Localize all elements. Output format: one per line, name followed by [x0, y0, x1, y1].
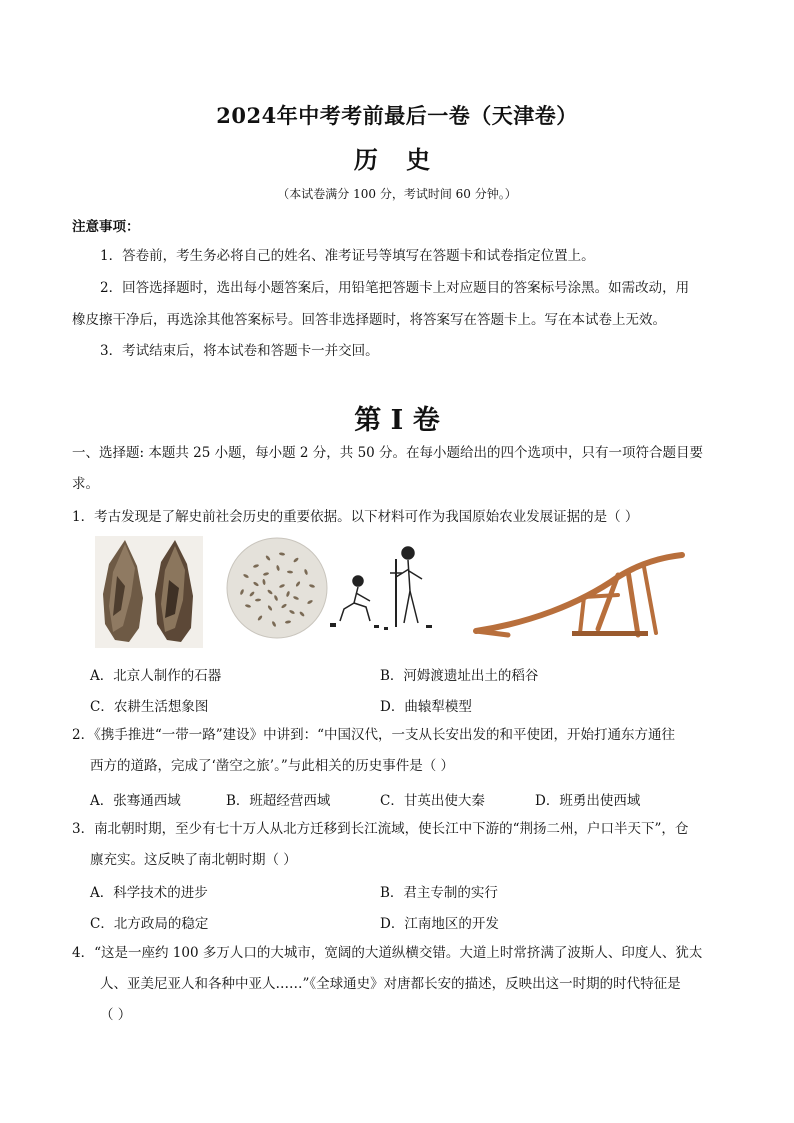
question-stem: 人、亚美尼亚人和各种中亚人……”《全球通史》对唐都长安的描述，反映出这一时期的时代特征是: [100, 976, 681, 992]
question-stem: （ ）: [100, 1007, 132, 1023]
exam-note: （本试卷满分 100 分，考试时间 60 分钟。）: [277, 187, 517, 201]
instruction-item: 2．回答选择题时，选出每小题答案后，用铅笔把答题卡上对应题目的答案标号涂黑。如需改动，用: [100, 280, 690, 296]
option-d: D．班勇出使西域: [535, 793, 641, 809]
farming-illustration-image: [330, 543, 438, 633]
option-b: B．河姆渡遗址出土的稻谷: [380, 668, 539, 684]
question-stem: 廪充实。这反映了南北朝时期（ ）: [90, 852, 297, 868]
stone-tools-image: [95, 536, 203, 648]
rice-grains-image: [226, 536, 328, 641]
exam-subject: 历 史: [353, 145, 441, 174]
question-stem: 4．“这是一座约 100 多万人口的大城市，宽阔的大道纵横交错。大道上时常挤满了波斯人、印度人、犹太: [72, 945, 703, 961]
instructions-heading: 注意事项：: [72, 219, 140, 235]
option-a: A．张骞通西域: [90, 793, 181, 809]
exam-title: 2024年中考考前最后一卷（天津卷）: [216, 103, 578, 128]
instruction-item: 3．考试结束后，将本试卷和答题卡一并交回。: [100, 343, 379, 359]
section-intro: 一、选择题: 本题共 25 小题，每小题 2 分，共 50 分。在每小题给出的四个选项中，只有一项符合题目要: [72, 445, 704, 461]
question-stem: 1．考古发现是了解史前社会历史的重要依据。以下材料可作为我国原始农业发展证据的是（ ）: [72, 509, 639, 525]
option-a: A．科学技术的进步: [90, 885, 208, 901]
option-c: C．北方政局的稳定: [90, 916, 209, 932]
question-stem: 3．南北朝时期，至少有七十万人从北方迁移到长江流域，使长江中下游的“荆扬二州，户口半天下”，仓: [72, 821, 689, 837]
section-title: 第 I 卷: [354, 405, 440, 436]
option-b: B．班超经营西域: [226, 793, 331, 809]
option-c: C．甘英出使大秦: [380, 793, 485, 809]
instruction-item: 1．答卷前，考生务必将自己的姓名、准考证号等填写在答题卡和试卷指定位置上。: [100, 248, 595, 264]
option-d: D．曲辕犁模型: [380, 699, 472, 715]
instruction-item: 橡皮擦干净后，再选涂其他答案标号。回答非选择题时，将答案写在答题卡上。写在本试卷上无效。: [72, 312, 666, 328]
question-stem: 西方的道路，完成了‘凿空之旅’。”与此相关的历史事件是（ ）: [90, 758, 455, 774]
option-c: C．农耕生活想象图: [90, 699, 209, 715]
section-intro: 求。: [72, 476, 99, 492]
question-stem: 2．《携手推进“一带一路”建设》中讲到：“中国汉代，一支从长安出发的和平使团，开始打通东方通往: [72, 727, 676, 743]
option-d: D．江南地区的开发: [380, 916, 499, 932]
option-b: B．君主专制的实行: [380, 885, 498, 901]
option-a: A．北京人制作的石器: [90, 668, 222, 684]
curved-plow-model-image: [468, 545, 688, 641]
